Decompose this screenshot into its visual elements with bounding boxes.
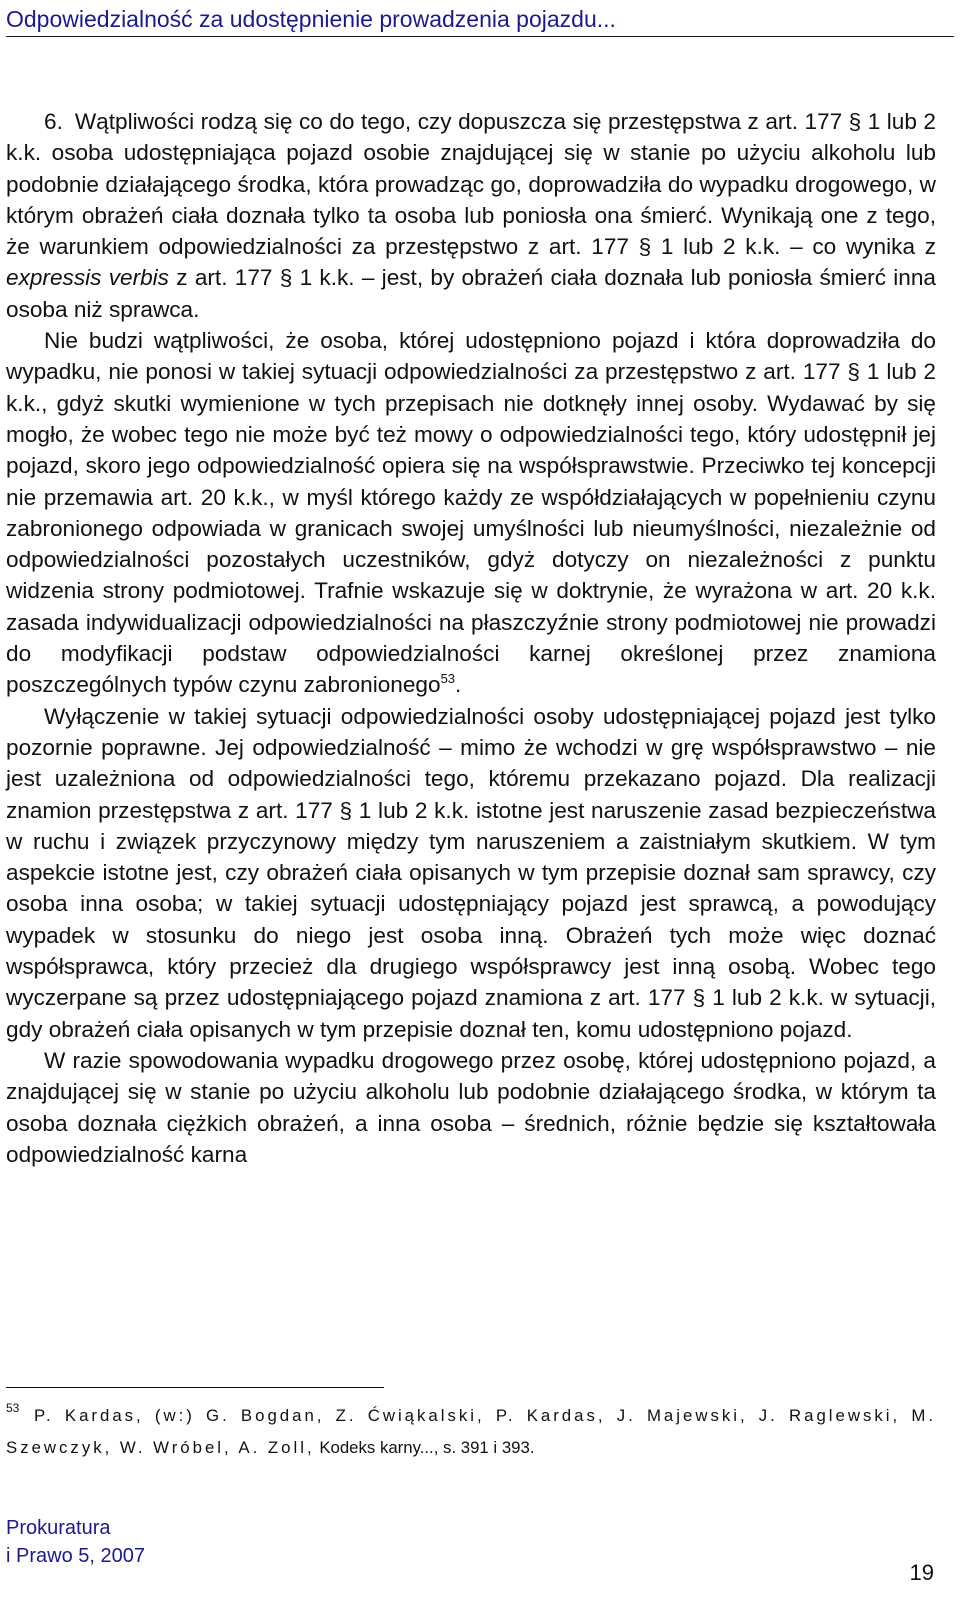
- running-header: [6, 4, 954, 37]
- item-number: 6.: [44, 109, 63, 134]
- page-number: 19: [909, 1560, 934, 1585]
- paragraph-2: [6, 325, 936, 701]
- latin-phrase: expressis verbis: [6, 265, 169, 291]
- paragraph-2-end: .: [455, 672, 462, 698]
- journal-issue: i Prawo 5, 2007: [6, 1545, 145, 1567]
- footnote-ref[interactable]: 53: [440, 671, 456, 687]
- footnote-divider: [6, 1387, 384, 1388]
- paragraph-3: [6, 701, 936, 1045]
- footnote-source: Kodeks karny..., s. 391 i 393.: [319, 1438, 535, 1457]
- paragraph-1-text: Wątpliwości rodzą się co do tego, czy dopuszcza się przestępstwa z art. 177 § 1 lub 2 k.k. osoba udostępniająca pojazd osobie znajdującej się w stanie po użyciu alkoholu lub podobnie działającego środka, która prowadząc go, doprowadziła do wypadku drogowego, w którym obrażeń ciała doznała tylko ta osoba lub poniosła ona śmierć. Wynikają one z tego, że warunkiem odpowiedzialności za przestępstwo z art. 177 § 1 lub 2 k.k. – co wynika z: [6, 109, 936, 260]
- paragraph-1: [6, 106, 936, 325]
- journal-footer: [6, 1514, 145, 1570]
- footnote-authors: P. Kardas, (w:) G. Bogdan, Z. Ćwiąkalski, P. Kardas, J. Majewski, J. Raglewski, M. Szewczyk, W. Wróbel, A. Zoll,: [6, 1406, 936, 1457]
- article-body: [6, 106, 936, 1170]
- paragraph-3-text: Wyłączenie w takiej sytuacji odpowiedzialności osoby udostępniającej pojazd jest tylko pozornie poprawne. Jej odpowiedzialność – mimo że wchodzi w grę współsprawstwo – nie jest uzależniona od odpowiedzialności tego, któremu przekazano pojazd. Dla realizacji znamion przestępstwa z art. 177 § 1 lub 2 k.k. istotne jest naruszenie zasad bezpieczeństwa w ruchu i związek przyczynowy między tym naruszeniem a zaistniałym skutkiem. W tym aspekcie istotne jest, czy obrażeń ciała opisanych w tym przepisie doznał sam sprawcy, czy osoba inna osoba; w takiej sytuacji udostępniający pojazd jest sprawcą, a powodujący wypadek w stosunku do niego jest osoba inną. Obrażeń tych może więc doznać współsprawca, który przecież dla drugiego współsprawcy jest inną osobą. Wobec tego wyczerpane są przez udostępniającego pojazd znamiona z art. 177 § 1 lub 2 k.k. w sytuacji, gdy obrażeń ciała opisanych w tym przepisie doznał ten, komu udostępniono pojazd.: [6, 703, 936, 1042]
- running-title: Odpowiedzialność za udostępnienie prowadzenia pojazdu...: [6, 6, 616, 32]
- journal-name: Prokuratura: [6, 1517, 111, 1539]
- paragraph-4-text: W razie spowodowania wypadku drogowego przez osobę, której udostępniono pojazd, a znajdującej się w stanie po użyciu alkoholu lub podobnie działającego środka, w którym ta osoba doznała ciężkich obrażeń, a inna osoba – średnich, różnie będzie się kształtowała odpowiedzialność karna: [6, 1047, 936, 1167]
- paragraph-2-text: Nie budzi wątpliwości, że osoba, której udostępniono pojazd i która doprowadziła do wypadku, nie ponosi w takiej sytuacji odpowiedzialności za przestępstwo z art. 177 § 1 lub 2 k.k., gdyż skutki wymienione w tych przepisach nie dotknęły innej osoby. Wydawać by się mogło, że wobec tego nie może być też mowy o odpowiedzialności tego, który udostępnił jej pojazd, skoro jego odpowiedzialność opiera się na współsprawstwie. Przeciwko tej koncepcji nie przemawia art. 20 k.k., w myśl którego każdy ze współdziałających w popełnieniu czynu zabronionego odpowiada w granicach swojej umyślności lub nieumyślności, niezależnie od odpowiedzialności pozostałych uczestników, gdyż dotyczy on niezależności z punktu widzenia strony podmiotowej. Trafnie wskazuje się w doktrynie, że wyrażona w art. 20 k.k. zasada indywidualizacji odpowiedzialności na płaszczyźnie strony podmiotowej nie prowadzi do modyfikacji podstaw odpowiedzialności karnej określonej przez znamiona poszczególnych typów czynu zabronionego: [6, 328, 936, 698]
- paragraph-1-end: z art. 177 § 1 k.k. – jest, by obrażeń ciała doznała lub poniosła śmierć inna osoba niż sprawca.: [6, 265, 936, 322]
- footnote: 53 P. Kardas, (w:) G. Bogdan, Z. Ćwiąkalski, P. Kardas, J. Majewski, J. Raglewski, M. Szewczyk, W. Wróbel, A. Zoll, Kodeks karny..., s. 391 i 393.: [6, 1401, 936, 1457]
- paragraph-4: [6, 1045, 936, 1170]
